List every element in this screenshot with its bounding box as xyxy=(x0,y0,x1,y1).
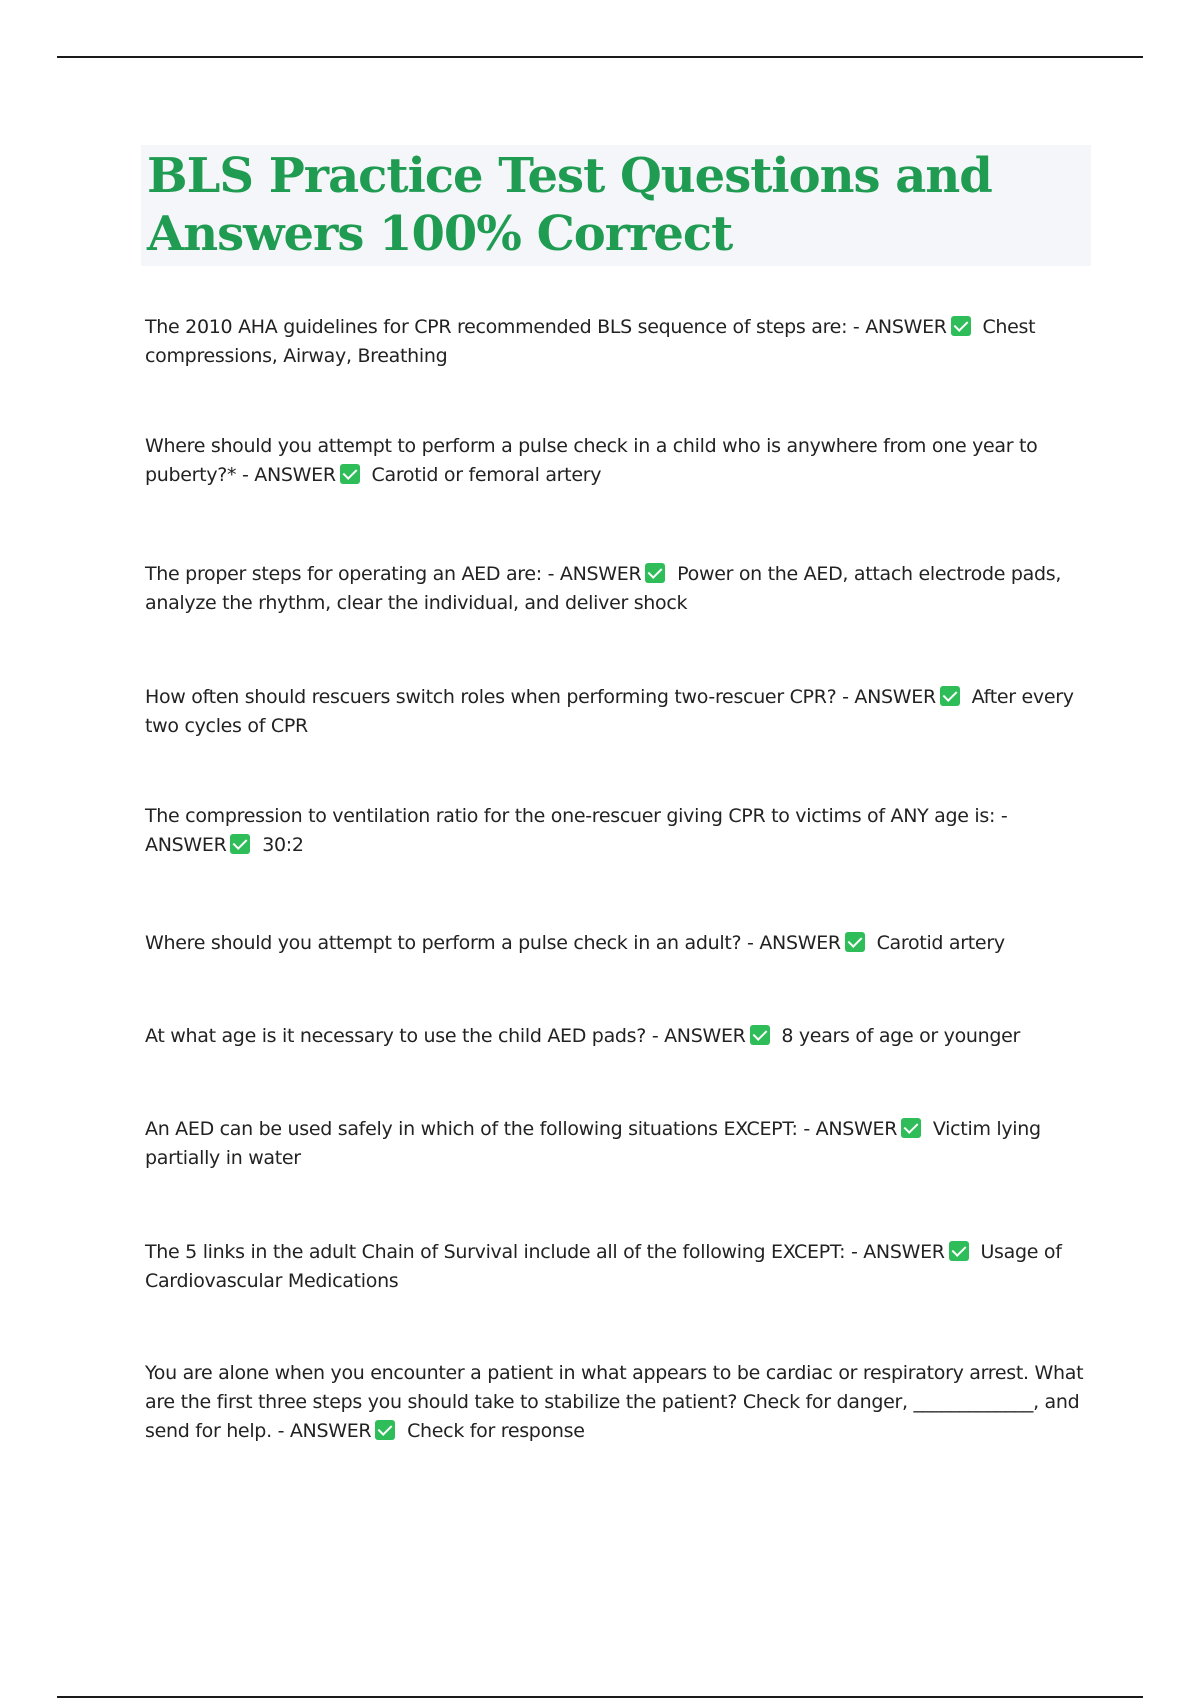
checkmark-icon xyxy=(845,932,865,952)
question-text: How often should rescuers switch roles when performing two-rescuer CPR? xyxy=(145,686,837,708)
answer-marker: - ANSWER xyxy=(547,563,642,585)
qa-item-9 xyxy=(145,1238,1085,1296)
checkmark-icon xyxy=(750,1025,770,1045)
answer-marker: - ANSWER xyxy=(852,316,947,338)
qa-item-10 xyxy=(145,1359,1085,1446)
checkmark-icon xyxy=(901,1118,921,1138)
answer-text: Check for response xyxy=(407,1420,585,1442)
answer-text: After every two cycles of CPR xyxy=(145,686,1074,737)
checkmark-icon xyxy=(375,1420,395,1440)
answer-text: Usage of Cardiovascular Medications xyxy=(145,1241,1062,1292)
question-text: The proper steps for operating an AED are: xyxy=(145,563,542,585)
question-text: The 5 links in the adult Chain of Survival include all of the following EXCEPT: xyxy=(145,1241,846,1263)
answer-marker: - ANSWER xyxy=(803,1118,898,1140)
question-text: The compression to ventilation ratio for the one-rescuer giving CPR to victims of ANY age is: xyxy=(145,805,996,827)
answer-text: 30:2 xyxy=(262,834,304,856)
qa-item-3 xyxy=(145,560,1085,618)
document-title: BLS Practice Test Questions and Answers 100% Correct xyxy=(147,148,992,262)
qa-item-2 xyxy=(145,432,1085,490)
checkmark-icon xyxy=(951,316,971,336)
question-text: An AED can be used safely in which of the following situations EXCEPT: xyxy=(145,1118,798,1140)
checkmark-icon xyxy=(645,563,665,583)
checkmark-icon xyxy=(230,834,250,854)
answer-marker: - ANSWER xyxy=(850,1241,945,1263)
answer-marker: - ANSWER xyxy=(651,1025,746,1047)
title-block xyxy=(141,145,1091,266)
bottom-rule xyxy=(57,1696,1143,1698)
checkmark-icon xyxy=(940,686,960,706)
question-text: At what age is it necessary to use the child AED pads? xyxy=(145,1025,647,1047)
answer-text: Carotid or femoral artery xyxy=(371,464,602,486)
question-text: Where should you attempt to perform a pulse check in a child who is anywhere from one year to puberty?* xyxy=(145,435,1038,486)
answer-marker: - ANSWER xyxy=(747,932,841,954)
checkmark-icon xyxy=(949,1241,969,1261)
answer-marker: - ANSWER xyxy=(277,1420,372,1442)
answer-text: Power on the AED, attach electrode pads, analyze the rhythm, clear the individual, and deliver shock xyxy=(145,563,1062,614)
answer-marker: - ANSWER xyxy=(145,805,1008,856)
question-text: Where should you attempt to perform a pulse check in an adult? xyxy=(145,932,742,954)
checkmark-icon xyxy=(340,464,360,484)
qa-item-6 xyxy=(145,929,1085,958)
question-text: You are alone when you encounter a patient in what appears to be cardiac or respiratory arrest. What are the first three steps you should take to stabilize the patient? Check for danger, _____________, and send for help. xyxy=(145,1362,1084,1442)
qa-item-7 xyxy=(145,1022,1085,1051)
qa-item-8 xyxy=(145,1115,1085,1173)
qa-item-5 xyxy=(145,802,1085,860)
answer-text: Chest compressions, Airway, Breathing xyxy=(145,316,1036,367)
top-rule xyxy=(57,56,1143,58)
qa-item-1 xyxy=(145,313,1085,371)
answer-marker: - ANSWER xyxy=(242,464,336,486)
question-text: The 2010 AHA guidelines for CPR recommended BLS sequence of steps are: xyxy=(145,316,848,338)
qa-item-4 xyxy=(145,683,1085,741)
answer-text: 8 years of age or younger xyxy=(781,1025,1021,1047)
answer-text: Carotid artery xyxy=(876,932,1005,954)
answer-marker: - ANSWER xyxy=(842,686,936,708)
answer-text: Victim lying partially in water xyxy=(145,1118,1041,1169)
